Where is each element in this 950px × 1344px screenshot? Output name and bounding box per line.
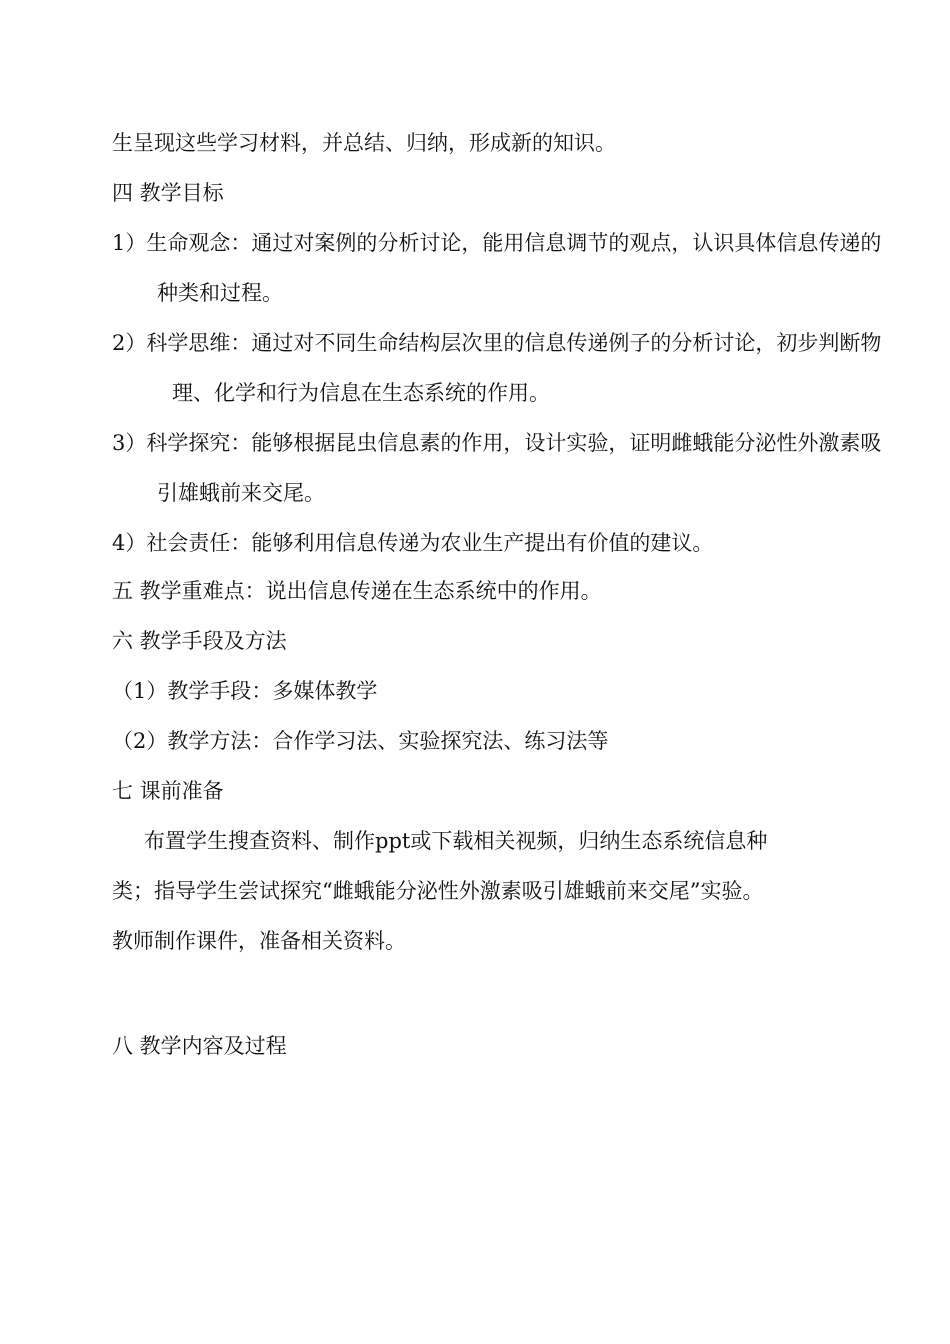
- section-heading-content-and-process: 八 教学内容及过程: [112, 1034, 287, 1058]
- objective-4: 4）社会责任：能够利用信息传递为农业生产提出有价值的建议。: [112, 531, 714, 555]
- preparation-line-3: 教师制作课件，准备相关资料。: [112, 929, 406, 953]
- objective-1-line-1: 1）生命观念：通过对案例的分析讨论，能用信息调节的观点，认识具体信息传递的: [112, 231, 882, 255]
- objective-1-line-2: 种类和过程。: [157, 281, 283, 305]
- section-heading-teaching-methods: 六 教学手段及方法: [112, 629, 287, 653]
- objective-3-line-1: 3）科学探究：能够根据昆虫信息素的作用，设计实验，证明雌蛾能分泌性外激素吸: [112, 431, 882, 455]
- method-item-2: （2）教学方法：合作学习法、实验探究法、练习法等: [112, 729, 609, 753]
- section-heading-teaching-objectives: 四 教学目标: [112, 181, 224, 205]
- objective-3-line-2: 引雄蛾前来交尾。: [157, 481, 325, 505]
- objective-2-line-1: 2）科学思维：通过对不同生命结构层次里的信息传递例子的分析讨论，初步判断物: [112, 331, 882, 355]
- section-heading-key-difficulties: 五 教学重难点：说出信息传递在生态系统中的作用。: [112, 579, 602, 603]
- paragraph-continuation: 生呈现这些学习材料，并总结、归纳，形成新的知识。: [112, 131, 616, 155]
- objective-2-line-2: 理、化学和行为信息在生态系统的作用。: [172, 381, 550, 405]
- preparation-line-2: 类；指导学生尝试探究“雌蛾能分泌性外激素吸引雄蛾前来交尾”实验。: [112, 879, 764, 903]
- section-heading-preparation: 七 课前准备: [112, 779, 224, 803]
- method-item-1: （1）教学手段：多媒体教学: [112, 679, 378, 703]
- preparation-line-1: 布置学生搜查资料、制作ppt或下载相关视频，归纳生态系统信息种: [144, 829, 768, 853]
